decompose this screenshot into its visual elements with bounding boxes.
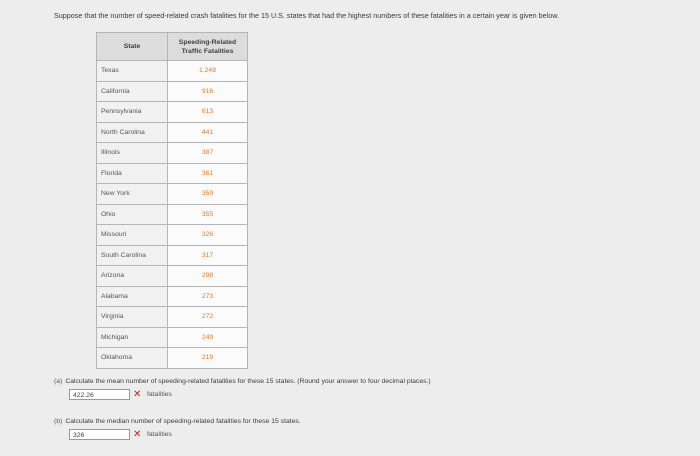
table-row: [97, 307, 248, 328]
state-cell: Michigan: [97, 327, 168, 348]
state-cell: North Carolina: [97, 122, 168, 143]
fatalities-cell: 326: [168, 225, 248, 246]
table-row: [97, 81, 248, 102]
question-a: [54, 378, 431, 385]
table-row: [97, 61, 248, 82]
header-fatalities: [168, 33, 248, 61]
fatalities-cell: 361: [168, 163, 248, 184]
table-row: [97, 286, 248, 307]
state-cell: Virginia: [97, 307, 168, 328]
fatalities-cell: 387: [168, 143, 248, 164]
fatalities-cell: 272: [168, 307, 248, 328]
fatalities-table: [96, 32, 248, 369]
fatalities-cell: 1,248: [168, 61, 248, 82]
question-a-text: Calculate the mean number of speeding-related fatalities for these 15 states. (Round your answer to four decimal places.): [65, 378, 431, 385]
state-cell: Illinois: [97, 143, 168, 164]
state-cell: Ohio: [97, 204, 168, 225]
state-cell: Florida: [97, 163, 168, 184]
question-b-text: Calculate the median number of speeding-related fatalities for these 15 states.: [65, 418, 301, 425]
state-cell: Oklahoma: [97, 348, 168, 369]
fatalities-cell: 613: [168, 102, 248, 123]
state-cell: California: [97, 81, 168, 102]
fatalities-cell: 355: [168, 204, 248, 225]
problem-intro: Suppose that the number of speed-related crash fatalities for the 15 U.S. states that had the highest numbers of these fatalities in a certain year is given below.: [54, 11, 560, 20]
table-row: [97, 122, 248, 143]
header-fatalities-line1: Speeding-Related: [178, 38, 237, 46]
table-row: [97, 266, 248, 287]
x-icon: ✕: [133, 389, 142, 400]
question-b: [54, 418, 301, 425]
fatalities-cell: 359: [168, 184, 248, 205]
fatalities-cell: 219: [168, 348, 248, 369]
fatalities-cell: 317: [168, 245, 248, 266]
table-row: [97, 327, 248, 348]
table-row: [97, 102, 248, 123]
table-row: [97, 143, 248, 164]
fatalities-cell: 273: [168, 286, 248, 307]
header-fatalities-line2: Traffic Fatalities: [181, 47, 234, 55]
table-row: [97, 204, 248, 225]
answer-b-input[interactable]: 326: [69, 429, 130, 440]
fatalities-cell: 916: [168, 81, 248, 102]
fatalities-cell: 298: [168, 266, 248, 287]
answer-a-unit: fatalities: [147, 391, 172, 398]
state-cell: Texas: [97, 61, 168, 82]
state-cell: New York: [97, 184, 168, 205]
table-row: [97, 348, 248, 369]
question-a-tag: (a): [54, 378, 63, 385]
question-b-tag: (b): [54, 418, 63, 425]
x-icon: ✕: [133, 429, 142, 440]
table-row: [97, 245, 248, 266]
state-cell: Pennsylvania: [97, 102, 168, 123]
answer-a-input[interactable]: 422.26: [69, 389, 130, 400]
state-cell: Missouri: [97, 225, 168, 246]
fatalities-cell: 441: [168, 122, 248, 143]
state-cell: Alabama: [97, 286, 168, 307]
state-cell: Arizona: [97, 266, 168, 287]
answer-b-unit: fatalities: [147, 431, 172, 438]
fatalities-cell: 249: [168, 327, 248, 348]
table-row: [97, 184, 248, 205]
header-state: State: [97, 33, 168, 61]
table-row: [97, 225, 248, 246]
table-row: [97, 163, 248, 184]
state-cell: South Carolina: [97, 245, 168, 266]
